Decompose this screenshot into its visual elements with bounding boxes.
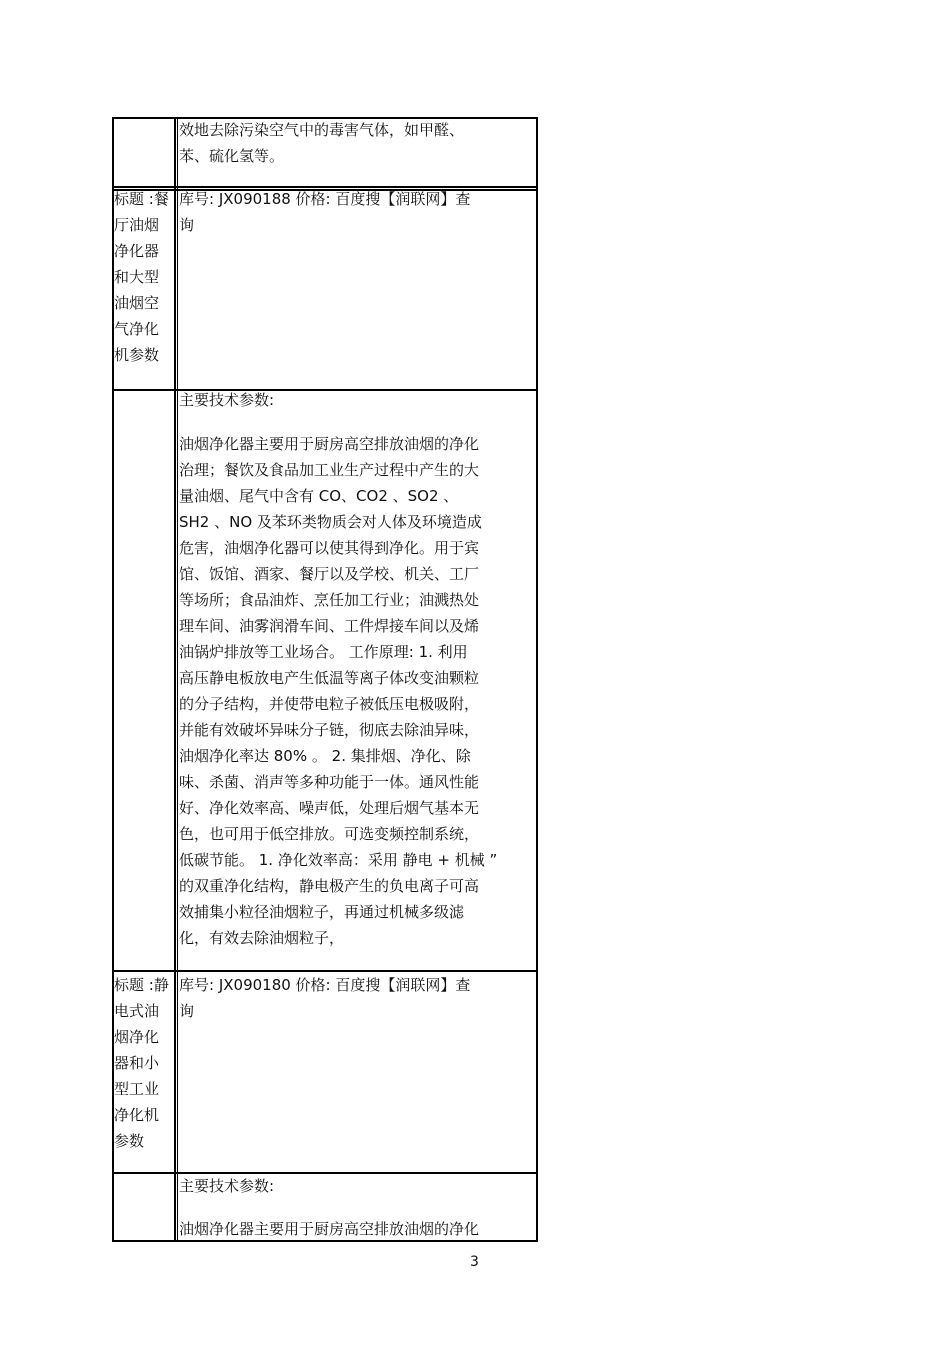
paragraph-line: 低碳节能。 1. 净化效率高：采用 静电 + 机械 ” — [179, 851, 498, 869]
row-title-line: 和大型 — [114, 268, 160, 286]
row-title-line: 标题 :静 — [114, 976, 169, 994]
catalog-info: 库号: JX090180 价格: 百度搜【润联网】查 — [179, 976, 471, 994]
row-title-line: 净化机 — [114, 1106, 160, 1124]
paragraph-line: 并能有效破坏异味分子链，彻底去除油异味， — [179, 721, 480, 739]
row-title-line: 净化器 — [114, 242, 160, 260]
row-title-line: 器和小 — [114, 1054, 160, 1072]
section-heading: 主要技术参数: — [179, 391, 275, 409]
section-heading: 主要技术参数: — [179, 1177, 275, 1195]
row-title-line: 厅油烟 — [114, 216, 160, 234]
page-number: 3 — [470, 1254, 479, 1270]
row-title-line: 油烟空 — [114, 294, 160, 312]
paragraph-line: 危害，油烟净化器可以使其得到净化。用于宾 — [179, 539, 480, 557]
paragraph-line: 味、杀菌、消声等多种功能于一体。通风性能 — [179, 773, 480, 791]
paragraph-line: 的双重净化结构，静电极产生的负电离子可高 — [179, 877, 480, 895]
row-title-line: 机参数 — [114, 346, 160, 364]
paragraph-line: 量油烟、尾气中含有 CO、CO2 、SO2 、 — [179, 487, 459, 505]
paragraph-line: 油烟净化器主要用于厨房高空排放油烟的净化 — [179, 435, 480, 453]
paragraph-line: 高压静电板放电产生低温等离子体改变油颗粒 — [179, 669, 480, 687]
paragraph-line: 效捕集小粒径油烟粒子，再通过机械多级滤 — [179, 903, 465, 921]
catalog-info: 库号: JX090188 价格: 百度搜【润联网】查 — [179, 190, 471, 208]
cell-text: 效地去除污染空气中的毒害气体，如甲醛、 — [179, 121, 465, 139]
paragraph-line: 的分子结构，并使带电粒子被低压电极吸附， — [179, 695, 480, 713]
paragraph-line: 治理；餐饮及食品加工业生产过程中产生的大 — [179, 461, 480, 479]
row-title-line: 气净化 — [114, 320, 160, 338]
paragraph-line: 等场所；食品油炸、烹任加工行业；油溅热处 — [179, 591, 480, 609]
row-title-line: 标题 :餐 — [114, 190, 169, 208]
catalog-info: 询 — [179, 216, 195, 234]
row-title-line: 型工业 — [114, 1080, 160, 1098]
paragraph-line: 好、净化效率高、噪声低，处理后烟气基本无 — [179, 799, 480, 817]
paragraph-line: SH2 、NO 及苯环类物质会对人体及环境造成 — [179, 513, 482, 531]
catalog-info: 询 — [179, 1002, 195, 1020]
paragraph-line: 化，有效去除油烟粒子， — [179, 929, 345, 947]
paragraph-line: 馆、饭馆、酒家、餐厅以及学校、机关、工厂 — [179, 565, 480, 583]
table-border-right — [536, 117, 538, 1242]
paragraph-line: 色，也可用于低空排放。可选变频控制系统， — [179, 825, 480, 843]
cell-text: 苯、硫化氢等。 — [179, 147, 285, 165]
row-title-line: 参数 — [114, 1132, 145, 1150]
paragraph-line: 油烟净化率达 80% 。 2. 集排烟、净化、除 — [179, 747, 471, 765]
paragraph-line: 油烟净化器主要用于厨房高空排放油烟的净化 — [179, 1220, 480, 1238]
column-divider — [174, 117, 176, 1242]
row-title-line: 烟净化 — [114, 1028, 160, 1046]
paragraph-line: 油锅炉排放等工业场合。 工作原理: 1. 利用 — [179, 643, 468, 661]
row-title-line: 电式油 — [114, 1002, 160, 1020]
paragraph-line: 理车间、油雾润滑车间、工件焊接车间以及烯 — [179, 617, 480, 635]
column-divider-inner — [177, 117, 178, 1242]
